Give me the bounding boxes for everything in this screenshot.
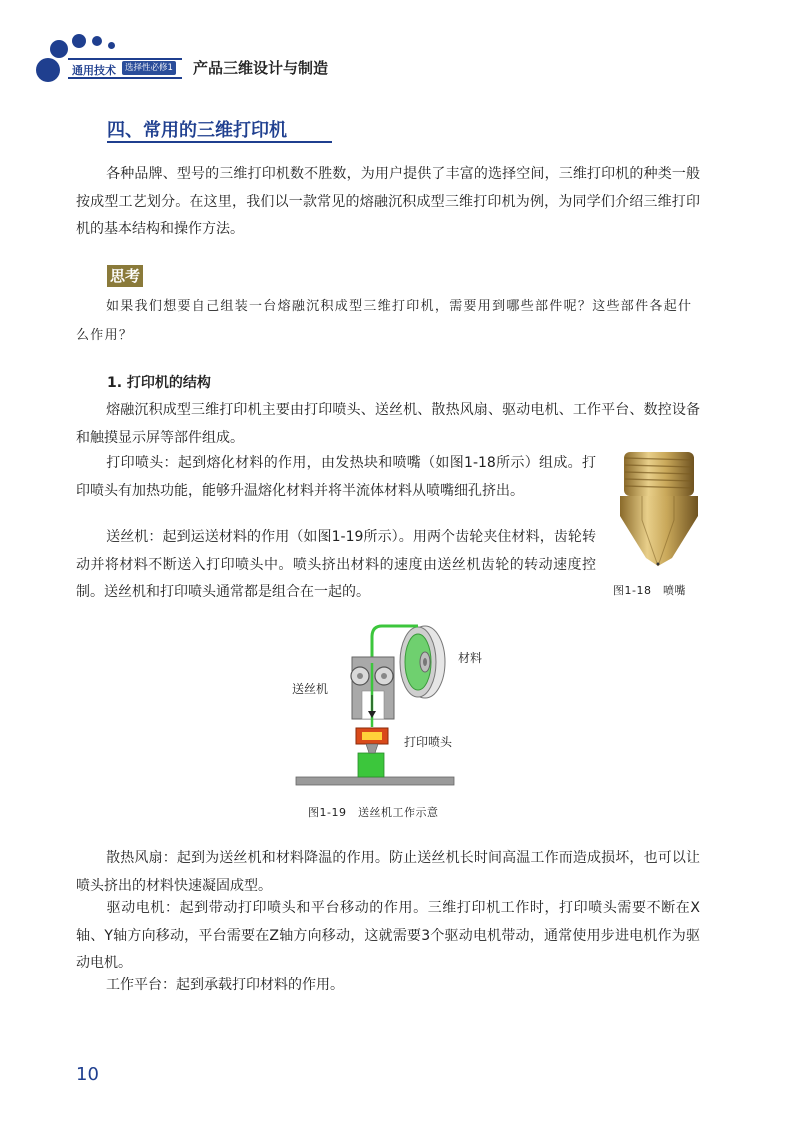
label-nozzle: 打印喷头 [404, 735, 453, 749]
nozzle-body [620, 496, 698, 566]
book-title: 产品三维设计与制造 [193, 59, 329, 77]
page-number: 10 [76, 1064, 99, 1085]
paragraph-text: 熔融沉积成型三维打印机主要由打印喷头、送丝机、散热风扇、驱动电机、工作平台、数控设备和触摸显示屏等部件组成。 [76, 402, 700, 446]
header-dot [50, 40, 68, 58]
section-title: 四、常用的三维打印机 [107, 120, 287, 141]
header-dot-small [108, 42, 115, 49]
paragraph-text: 打印喷头：起到熔化材料的作用，由发热块和喷嘴（如图1-18所示）组成。打印喷头有加热功能，能够升温熔化材料并将半流体材料从喷嘴细孔挤出。 [76, 455, 596, 499]
header-rule [68, 58, 182, 60]
work-platform [296, 777, 454, 785]
paragraph-text: 驱动电机：起到带动打印喷头和平台移动的作用。三维打印机工作时，打印喷头需要不断在X轴、Y轴方向移动，平台需要在Z轴方向移动，这就需要3个驱动电机带动，通常使用步进电机作为驱动电机。 [76, 900, 700, 971]
paragraph-text: 送丝机：起到运送材料的作用（如图1-19所示）。用两个齿轮夹住材料，齿轮转动并将材料不断送入打印喷头中。喷头挤出材料的速度由送丝机齿轮的转动速度控制。送丝机和打印喷头通常都是组合在一起的。 [76, 529, 596, 600]
header-dot [72, 34, 86, 48]
course-badge: 选择性必修1 [122, 61, 176, 75]
paragraph-motor [76, 895, 700, 978]
paragraph-text: 散热风扇：起到为送丝机和材料降温的作用。防止送丝机长时间高温工作而造成损坏，也可以让喷头挤出的材料快速凝固成型。 [76, 850, 700, 894]
intro-paragraph [76, 161, 700, 244]
label-material: 材料 [458, 651, 483, 665]
material-spool [400, 626, 445, 698]
section-title-underline [107, 141, 332, 143]
paragraph-components [76, 397, 700, 452]
figure-1-19-caption: 图1-19 送丝机工作示意 [308, 806, 439, 819]
think-label: 思考 [107, 265, 143, 287]
paragraph-platform [76, 972, 700, 1000]
header-dot [92, 36, 102, 46]
paragraph-feeder [76, 524, 596, 607]
paragraph-text: 工作平台：起到承载打印材料的作用。 [106, 977, 344, 993]
think-text [76, 292, 700, 350]
paragraph-print-head [76, 450, 596, 505]
feeder-diagram [290, 615, 490, 790]
label-feeder: 送丝机 [292, 682, 329, 696]
header-dot-large [36, 58, 60, 82]
course-name: 通用技术 [72, 64, 116, 77]
intro-text: 各种品牌、型号的三维打印机数不胜数，为用户提供了丰富的选择空间，三维打印机的种类一般按成型工艺划分。在这里，我们以一款常见的熔融沉积成型三维打印机为例，为同学们介绍三维打印机的基本结构和操作方法。 [76, 166, 700, 237]
paragraph-fan [76, 845, 700, 900]
printed-part [358, 753, 384, 777]
figure-1-18-caption: 图1-18 喷嘴 [613, 584, 686, 597]
subsection-title: 1. 打印机的结构 [107, 375, 211, 391]
think-question: 如果我们想要自己组装一台熔融沉积成型三维打印机，需要用到哪些部件呢？这些部件各起什么作用？ [76, 299, 693, 343]
page-header [0, 0, 793, 90]
nozzle-image [612, 448, 707, 573]
